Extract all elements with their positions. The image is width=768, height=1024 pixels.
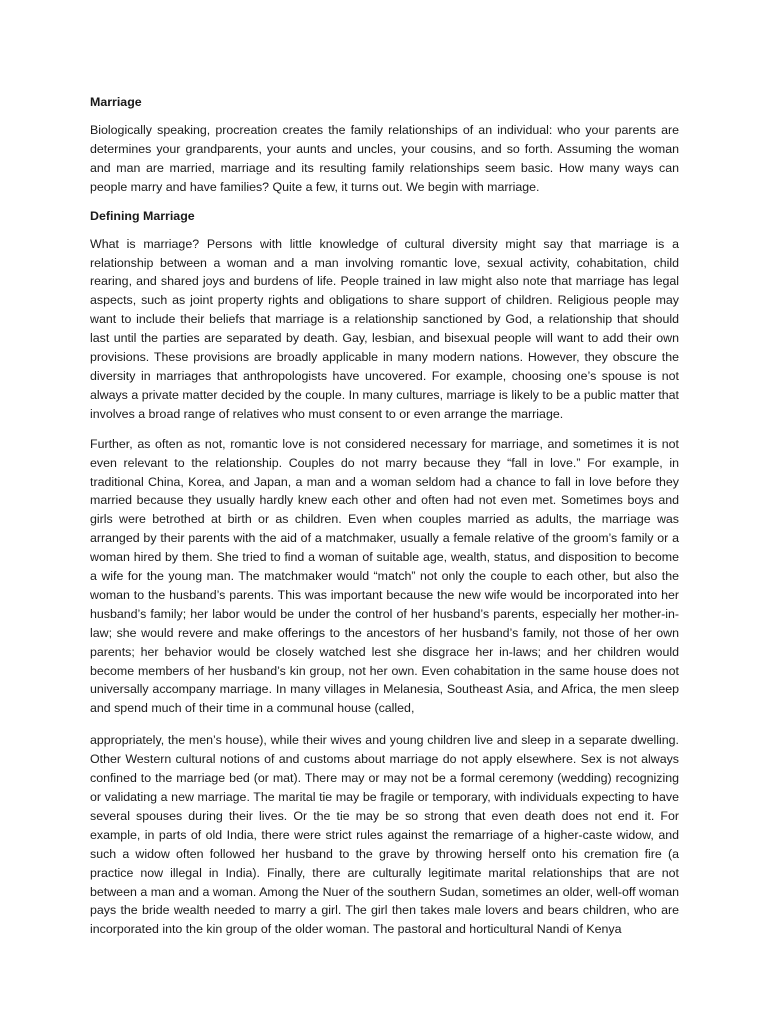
document-page — [90, 93, 679, 939]
section-heading-marriage: Marriage — [90, 95, 142, 109]
paragraph-romantic-love: Further, as often as not, romantic love is not considered necessary for marriage, and sometimes it is not even relevant to the relationship. Couples do not marry because they “fall in love.” For example, in traditional China, Korea, and Japan, a man and a woman seldom had a chance to fall in love before they married because they usually hardly knew each other and often had not even met. Sometimes boys and girls were betrothed at birth or as children. Even when couples married as adults, the marriage was arranged by their parents with the aid of a matchmaker, usually a female relative of the groom’s family or a woman hired by them. She tried to find a woman of suitable age, wealth, status, and disposition to become a wife for the young man. The matchmaker would “match” not only the couple to each other, but also the woman to the husband’s parents. This was important because the new wife would be incorporated into her husband’s family; her labor would be under the control of her husband’s parents, especially her mother-in-law; she would revere and make offerings to the ancestors of her husband’s family, not those of her own parents; her behavior would be closely watched lest she disgrace her in-laws; and her children would become members of her husband’s kin group, not her own. Even cohabitation in the same house does not universally accompany marriage. In many villages in Melanesia, Southeast Asia, and Africa, the men sleep and spend much of their time in a communal house (called, — [90, 436, 679, 716]
paragraph-continued: appropriately, the men’s house), while their wives and young children live and sleep in a separate dwelling. Other Western cultural notions of and customs about marriage do not apply elsewhere. Sex is not always confined to the marriage bed (or mat). There may or may not be a formal ceremony (wedding) recognizing or validating a new marriage. The marital tie may be fragile or temporary, with individuals expecting to have several spouses during their lives. Or the tie may be so strong that even death does not end it. For example, in parts of old India, there were strict rules against the remarriage of a higher-caste widow, and such a widow often followed her husband to the grave by throwing herself onto his cremation fire (a practice now illegal in India). Finally, there are culturally legitimate marital relationships that are not between a man and a woman. Among the Nuer of the southern Sudan, sometimes an older, well-off woman pays the bride wealth needed to marry a girl. The girl then takes male lovers and bears children, who are incorporated into the kin group of the older woman. The pastoral and horticultural Nandi of Kenya — [90, 733, 679, 937]
paragraph-intro: Biologically speaking, procreation creates the family relationships of an individual: who your parents are determines your grandparents, your aunts and uncles, your cousins, and so forth. Assuming the woman and man are married, marriage and its resulting family relationships seem basic. How many ways can people marry and have families? Quite a few, it turns out. We begin with marriage. — [90, 123, 679, 194]
paragraph-defining-marriage: What is marriage? Persons with little knowledge of cultural diversity might say that marriage is a relationship between a woman and a man involving romantic love, sexual activity, cohabitation, child rearing, and shared joys and burdens of life. People trained in law might also note that marriage has legal aspects, such as joint property rights and obligations to share support of children. Religious people may want to include their beliefs that marriage is a relationship sanctioned by God, a relationship that should last until the parties are separated by death. Gay, lesbian, and bisexual people will want to add their own provisions. These provisions are broadly applicable in many modern nations. However, they obscure the diversity in marriages that anthropologists have uncovered. For example, choosing one’s spouse is not always a private matter decided by the couple. In many cultures, marriage is likely to be a public matter that involves a broad range of relatives who must consent to or even arrange the marriage. — [90, 236, 679, 421]
section-heading-defining-marriage: Defining Marriage — [90, 208, 195, 223]
